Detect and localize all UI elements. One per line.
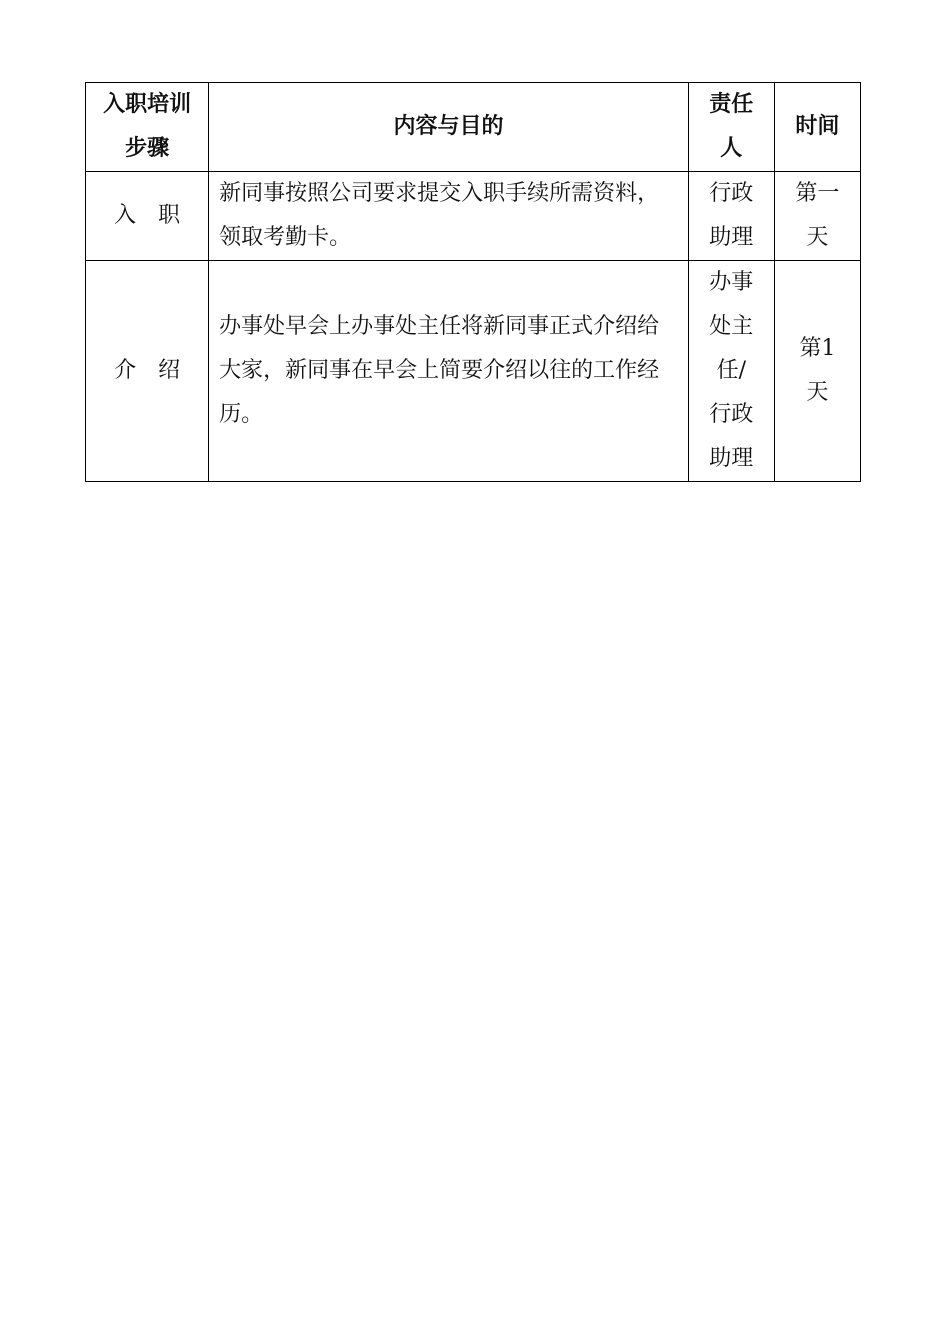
time-text: 第一天 xyxy=(795,181,840,250)
owner-text: 行政助理 xyxy=(709,181,754,250)
header-time-label: 时间 xyxy=(795,114,840,139)
onboarding-training-table xyxy=(85,82,861,482)
owner-cell xyxy=(688,261,774,482)
header-time xyxy=(774,83,860,172)
header-step-label: 入职培训步骤 xyxy=(103,92,192,161)
time-cell xyxy=(774,172,860,261)
table-row xyxy=(86,261,861,482)
step-label: 入 职 xyxy=(114,203,181,228)
table-row xyxy=(86,172,861,261)
content-text: 办事处早会上办事处主任将新同事正式介绍给大家，新同事在早会上简要介绍以往的工作经历。 xyxy=(219,314,660,427)
content-cell xyxy=(209,261,689,482)
step-cell xyxy=(86,172,209,261)
content-cell xyxy=(209,172,689,261)
header-content-label: 内容与目的 xyxy=(393,114,504,139)
table-header-row xyxy=(86,83,861,172)
step-cell xyxy=(86,261,209,482)
step-label: 介 绍 xyxy=(114,358,181,383)
header-content xyxy=(209,83,689,172)
time-cell xyxy=(774,261,860,482)
header-owner-label: 责任人 xyxy=(709,92,754,161)
time-text: 第1天 xyxy=(799,336,836,405)
content-text: 新同事按照公司要求提交入职手续所需资料，领取考勤卡。 xyxy=(219,181,660,250)
owner-cell xyxy=(688,172,774,261)
owner-text: 办事处主任/行政助理 xyxy=(709,270,754,471)
header-step xyxy=(86,83,209,172)
header-owner xyxy=(688,83,774,172)
